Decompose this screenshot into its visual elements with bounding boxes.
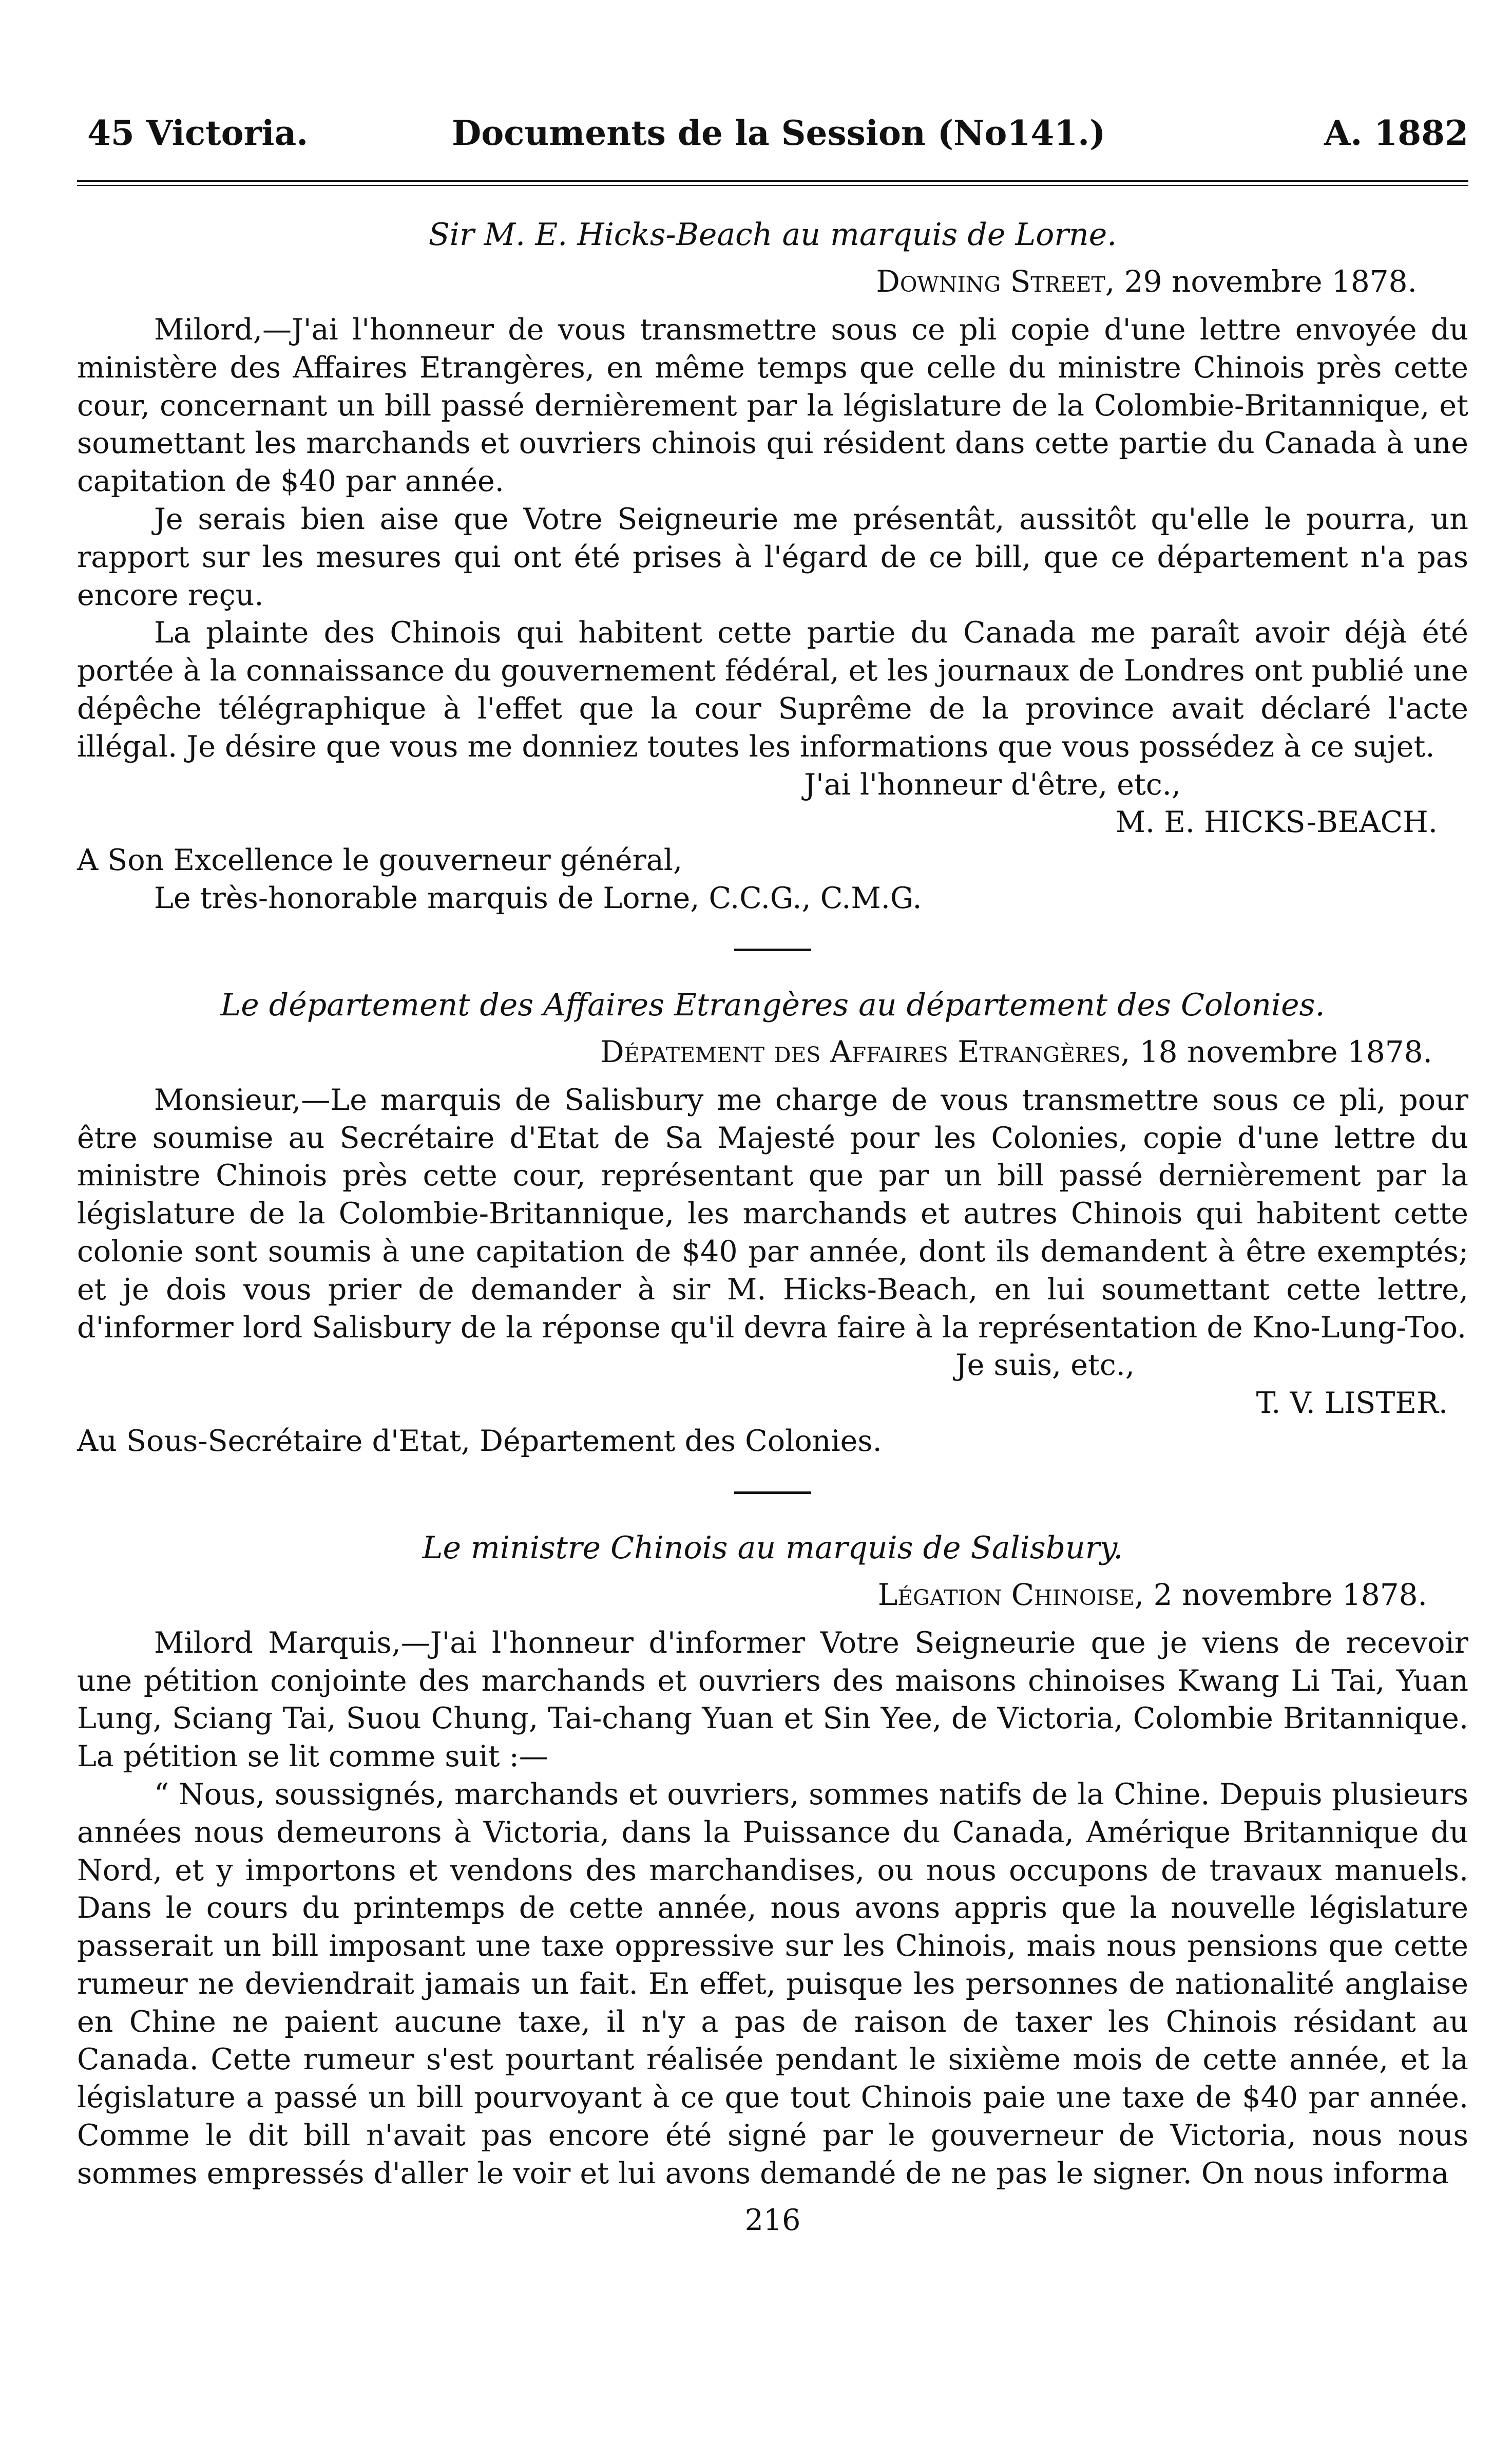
letter-title: Le ministre Chinois au marquis de Salisbury. [422,1529,1123,1566]
letter-closing: Je suis, etc., [955,1348,1135,1383]
letter-title: Le département des Affaires Etrangères au département des Colonies. [220,987,1325,1023]
header-document-title: Documents de la Session (No141.) [452,113,1106,153]
letter-paragraph: Milord,—J'ai l'honneur de vous transmettre sous ce pli copie d'une lettre envoyée du ministère des Affaires Etrangères, en même temps que celle du ministre Chinois près cette cour, concernant un bill passé dernièrement par la législature de la Colombie-Britannique, et soumettant les marchands et ouvriers chinois qui résident dans cette partie du Canada à une capitation de $40 par année. [77,313,1468,499]
letter-dateline [77,1034,1468,1069]
header-year: A. 1882 [1324,113,1468,153]
section-divider [734,1491,811,1494]
dateline-date: 29 novembre 1878. [1124,264,1417,299]
header-session-year: 45 Victoria. [87,113,309,153]
page-number: 216 [744,2203,801,2237]
dateline-date: 18 novembre 1878. [1139,1034,1432,1069]
page-header [77,103,1468,159]
letter-dateline [77,1577,1468,1612]
letter-signature: T. V. LISTER. [1256,1386,1448,1421]
document-page [77,103,1468,2237]
letter-signature: M. E. HICKS-BEACH. [1115,805,1438,840]
letter-hicks-beach [77,217,1468,918]
dateline-place: Downing Street, [876,264,1115,299]
letter-title: Sir M. E. Hicks-Beach au marquis de Lorne. [428,217,1117,253]
letter-foreign-office [77,987,1468,1461]
letter-addressee: Au Sous-Secrétaire d'Etat, Département des Colonies. [77,1424,882,1458]
petition-paragraph: “ Nous, soussignés, marchands et ouvriers, sommes natifs de la Chine. Depuis plusieurs années nous demeurons à Victoria, dans la Puissance du Canada, Amérique Britannique du Nord, et y importons et vendons des marchandises, ou nous occupons de travaux manuels. Dans le cours du printemps de cette année, nous avons appris que la nouvelle législature passerait un bill imposant une taxe oppressive sur les Chinois, mais nous pensions que cette rumeur ne deviendrait jamais un fait. En effet, puisque les personnes de nationalité anglaise en Chine ne paient aucune taxe, il n'y a pas de raison de taxer les Chinois résidant au Canada. Cette rumeur s'est pourtant réalisée pendant le sixième mois de cette année, et la législature a passé un bill pourvoyant à ce que tout Chinois paie une taxe de $40 par année. Comme le dit bill n'avait pas encore été signé par le gouverneur de Victoria, nous nous sommes empressés d'aller le voir et lui avons demandé de ne pas le signer. On nous informa [77,1777,1468,2190]
letter-paragraph: Je serais bien aise que Votre Seigneurie me présentât, aussitôt qu'elle le pourra, un rapport sur les mesures qui ont été prises à l'égard de ce bill, que ce département n'a pas encore reçu. [77,502,1468,612]
dateline-date: 2 novembre 1878. [1153,1577,1427,1612]
letter-paragraph: Milord Marquis,—J'ai l'honneur d'informer Votre Seigneurie que je viens de recevoir une pétition conjointe des marchands et ouvriers des maisons chinoises Kwang Li Tai, Yuan Lung, Sciang Tai, Suou Chung, Tai-chang Yuan et Sin Yee, de Victoria, Colombie Britannique. La pétition se lit comme suit :— [77,1625,1468,1774]
dateline-place: Légation Chinoise, [877,1577,1144,1612]
letter-addressee: Le très-honorable marquis de Lorne, C.C.G., C.M.G. [154,881,922,915]
section-divider [734,949,811,951]
letter-paragraph: La plainte des Chinois qui habitent cette partie du Canada me paraît avoir déjà été portée à la connaissance du gouvernement fédéral, et les journaux de Londres ont publié une dépêche télégraphique à l'effet que la cour Suprême de la province avait déclaré l'acte illégal. Je désire que vous me donniez toutes les informations que vous possédez à ce sujet. [77,616,1468,764]
letter-paragraph: Monsieur,—Le marquis de Salisbury me charge de vous transmettre sous ce pli, pour être soumise au Secrétaire d'Etat de Sa Majesté pour les Colonies, copie d'une lettre du ministre Chinois près cette cour, représentant que par un bill passé dernièrement par la législature de la Colombie-Britannique, les marchands et autres Chinois qui habitent cette colonie sont soumis à une capitation de $40 par année, dont ils demandent à être exemptés; et je dois vous prier de demander à sir M. Hicks-Beach, en lui soumettant cette lettre, d'informer lord Salisbury de la réponse qu'il devra faire à la représentation de Kno-Lung-Too. [77,1083,1468,1345]
letter-closing: J'ai l'honneur d'être, etc., [804,767,1181,802]
letter-dateline [77,264,1468,299]
header-rule [77,180,1468,186]
dateline-place: Dépatement des Affaires Etrangères, [600,1034,1131,1069]
letter-addressee: A Son Excellence le gouverneur général, [77,843,683,878]
letter-chinese-minister [77,1530,1468,2193]
